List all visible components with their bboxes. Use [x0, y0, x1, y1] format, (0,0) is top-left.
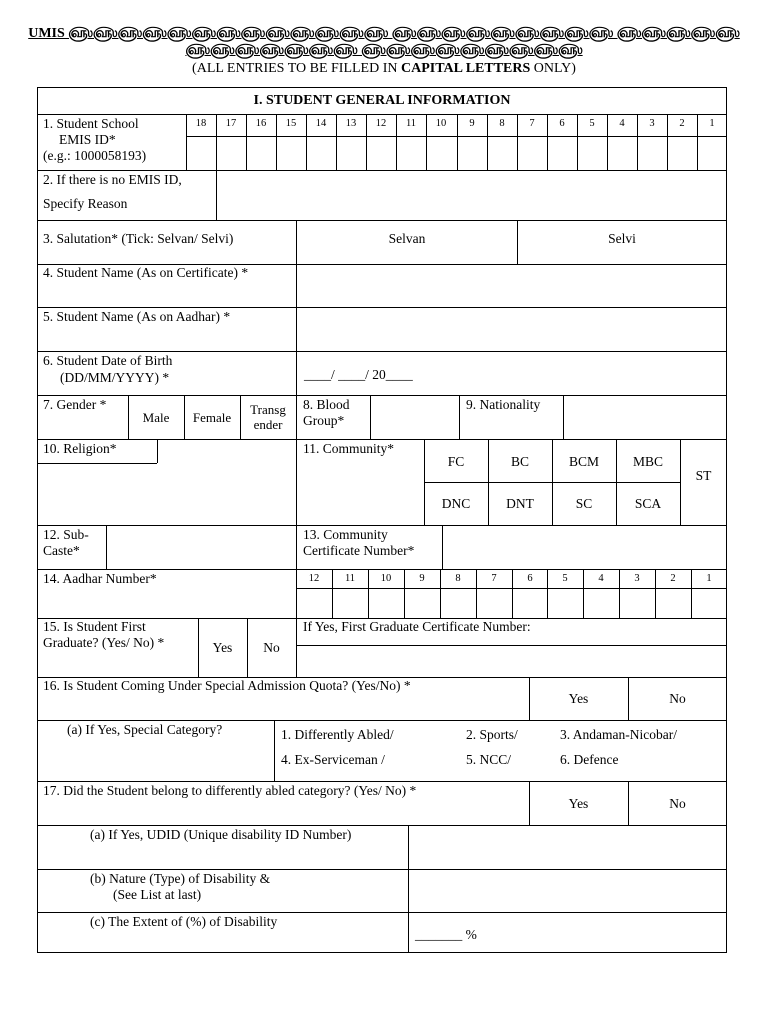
gender-male-option[interactable]: Male [142, 410, 170, 425]
name-certificate-label: 4. Student Name (As on Certificate) * [43, 265, 249, 280]
form-title: UMIS ௵௵௵௵௵௵௵௵௵௵௵௵௵ ௵௵௵௵௵௵௵௵௵ ௵௵௵௵௵ ௵௵௵௵௵௵௵ ௵௵௵௵௵௵௵௵௵ [28, 26, 740, 58]
dob-label: 6. Student Date of Birth (DD/MM/YYYY) * [43, 353, 173, 385]
community-bc-option[interactable]: BC [510, 454, 529, 469]
emis-digit-label: 5 [589, 118, 595, 129]
aadhar-digit-label: 4 [598, 573, 604, 584]
emis-digit-input[interactable] [427, 137, 455, 169]
aadhar-digit-label: 10 [380, 573, 392, 584]
disability-extent-label: (c) The Extent of (%) of Disability [90, 914, 278, 929]
emis-digit-input[interactable] [367, 137, 395, 169]
aadhar-digit-input[interactable] [548, 589, 582, 617]
community-certificate-label: 13. Community Certificate Number* [303, 527, 415, 558]
aadhar-digit-input[interactable] [405, 589, 439, 617]
emis-digit-label: 3 [649, 118, 655, 129]
gender-female-option[interactable]: Female [192, 410, 232, 425]
special-category-andaman-nicobar[interactable]: 3. Andaman-Nicobar/ [560, 727, 677, 742]
emis-digit-label: 11 [405, 118, 417, 129]
community-fc-option[interactable]: FC [447, 454, 465, 469]
emis-digit-label: 14 [315, 118, 327, 129]
aadhar-digit-input[interactable] [656, 589, 690, 617]
salutation-selvi-option[interactable]: Selvi [608, 231, 636, 246]
community-certificate-input[interactable] [443, 526, 726, 568]
community-label: 11. Community* [303, 441, 395, 456]
emis-digit-input[interactable] [488, 137, 516, 169]
aadhar-digit-label: 7 [491, 573, 497, 584]
special-quota-yes-option[interactable]: Yes [568, 691, 589, 706]
first-graduate-certificate-input[interactable] [297, 646, 726, 676]
community-mbc-option[interactable]: MBC [632, 454, 663, 469]
disability-extent-input[interactable]: _______ % [415, 927, 477, 942]
emis-digit-label: 8 [499, 118, 505, 129]
emis-digit-label: 4 [619, 118, 625, 129]
community-bcm-option[interactable]: BCM [568, 454, 599, 469]
emis-digit-label: 12 [375, 118, 387, 129]
emis-digit-label: 7 [529, 118, 535, 129]
aadhar-digit-label: 8 [455, 573, 461, 584]
special-category-label: (a) If Yes, Special Category? [67, 722, 223, 737]
salutation-selvan-option[interactable]: Selvan [388, 231, 426, 246]
emis-digit-input[interactable] [217, 137, 245, 169]
gender-transgender-option[interactable]: Transg ender [250, 402, 286, 432]
emis-digit-input[interactable] [518, 137, 546, 169]
community-sc-option[interactable]: SC [575, 496, 593, 511]
disability-nature-input[interactable] [409, 870, 726, 911]
no-emis-reason-input[interactable] [217, 171, 726, 219]
community-dnt-option[interactable]: DNT [506, 496, 534, 511]
emis-digit-label: 2 [679, 118, 685, 129]
community-sca-option[interactable]: SCA [634, 496, 662, 511]
emis-digit-input[interactable] [668, 137, 696, 169]
first-graduate-certificate-label: If Yes, First Graduate Certificate Number: [303, 619, 531, 634]
special-category-sports[interactable]: 2. Sports/ [466, 727, 518, 742]
emis-digit-input[interactable] [277, 137, 305, 169]
community-dnc-option[interactable]: DNC [441, 496, 471, 511]
name-aadhar-input[interactable] [297, 308, 726, 350]
blood-group-input[interactable] [371, 396, 459, 438]
aadhar-digit-label: 2 [670, 573, 676, 584]
community-st-option[interactable]: ST [695, 468, 712, 483]
disability-nature-label: (b) Nature (Type) of Disability & (See List at last) [90, 871, 271, 902]
emis-digit-input[interactable] [578, 137, 606, 169]
first-graduate-yes-option[interactable]: Yes [212, 640, 233, 655]
blood-group-label: 8. Blood Group* [303, 397, 350, 428]
aadhar-digit-label: 9 [419, 573, 425, 584]
aadhar-digit-input[interactable] [584, 589, 618, 617]
aadhar-digit-input[interactable] [297, 589, 331, 617]
emis-digit-input[interactable] [458, 137, 486, 169]
emis-digit-label: 10 [435, 118, 447, 129]
emis-digit-input[interactable] [337, 137, 365, 169]
aadhar-label: 14. Aadhar Number* [43, 571, 157, 586]
subcaste-label: 12. Sub- Caste* [43, 527, 89, 558]
special-quota-no-option[interactable]: No [669, 691, 686, 706]
nationality-input[interactable] [564, 396, 726, 438]
aadhar-digit-input[interactable] [692, 589, 726, 617]
emis-digit-input[interactable] [397, 137, 425, 169]
emis-digit-input[interactable] [187, 137, 215, 169]
aadhar-digit-label: 1 [706, 573, 712, 584]
subcaste-input[interactable] [107, 526, 295, 568]
name-aadhar-label: 5. Student Name (As on Aadhar) * [43, 309, 231, 324]
emis-digit-label: 1 [709, 118, 715, 129]
first-graduate-no-option[interactable]: No [263, 640, 280, 655]
aadhar-digit-input[interactable] [333, 589, 367, 617]
differently-abled-no-option[interactable]: No [669, 796, 686, 811]
special-category-ncc[interactable]: 5. NCC/ [466, 752, 512, 767]
form-instruction: (ALL ENTRIES TO BE FILLED IN CAPITAL LETTERS ONLY) [192, 61, 576, 76]
aadhar-digit-label: 12 [308, 573, 320, 584]
emis-digit-input[interactable] [698, 137, 726, 169]
religion-input[interactable] [38, 464, 295, 524]
gender-label: 7. Gender * [43, 397, 107, 412]
emis-digit-label: 17 [225, 118, 237, 129]
emis-digit-label: 9 [469, 118, 475, 129]
emis-digit-label: 13 [345, 118, 357, 129]
aadhar-digit-label: 3 [634, 573, 640, 584]
dob-input[interactable]: ____/ ____/ 20____ [304, 367, 413, 382]
special-category-differently-abled[interactable]: 1. Differently Abled/ [281, 727, 394, 742]
emis-digit-input[interactable] [548, 137, 576, 169]
aadhar-digit-label: 6 [527, 573, 533, 584]
differently-abled-label: 17. Did the Student belong to differently abled category? (Yes/ No) * [43, 783, 417, 798]
emis-digit-label: 16 [255, 118, 267, 129]
name-certificate-input[interactable] [297, 265, 726, 306]
religion-label: 10. Religion* [43, 441, 117, 456]
udid-input[interactable] [409, 826, 726, 868]
emis-digit-input[interactable] [247, 137, 275, 169]
no-emis-label: 2. If there is no EMIS ID, Specify Reason [43, 172, 182, 211]
aadhar-digit-input[interactable] [369, 589, 403, 617]
emis-label: 1. Student School EMIS ID* (e.g.: 1000058193) [43, 116, 147, 163]
salutation-label: 3. Salutation* (Tick: Selvan/ Selvi) [43, 231, 234, 246]
emis-digit-input[interactable] [307, 137, 335, 169]
special-category-defence[interactable]: 6. Defence [560, 752, 619, 767]
differently-abled-yes-option[interactable]: Yes [568, 796, 589, 811]
special-category-ex-serviceman[interactable]: 4. Ex-Serviceman / [281, 752, 385, 767]
udid-label: (a) If Yes, UDID (Unique disability ID Number) [90, 827, 352, 842]
special-quota-label: 16. Is Student Coming Under Special Admission Quota? (Yes/No) * [43, 678, 411, 693]
aadhar-digit-input[interactable] [620, 589, 654, 617]
emis-digit-label: 18 [195, 118, 207, 129]
aadhar-digit-input[interactable] [477, 589, 511, 617]
nationality-label: 9. Nationality [466, 397, 541, 412]
emis-digit-input[interactable] [638, 137, 666, 169]
aadhar-digit-label: 5 [562, 573, 568, 584]
emis-digit-label: 15 [285, 118, 297, 129]
emis-digit-label: 6 [559, 118, 565, 129]
aadhar-digit-input[interactable] [441, 589, 475, 617]
aadhar-digit-input[interactable] [513, 589, 547, 617]
aadhar-digit-label: 11 [344, 573, 356, 584]
section-title: I. STUDENT GENERAL INFORMATION [253, 93, 511, 108]
first-graduate-label: 15. Is Student First Graduate? (Yes/ No) * [43, 619, 165, 650]
emis-digit-input[interactable] [608, 137, 636, 169]
